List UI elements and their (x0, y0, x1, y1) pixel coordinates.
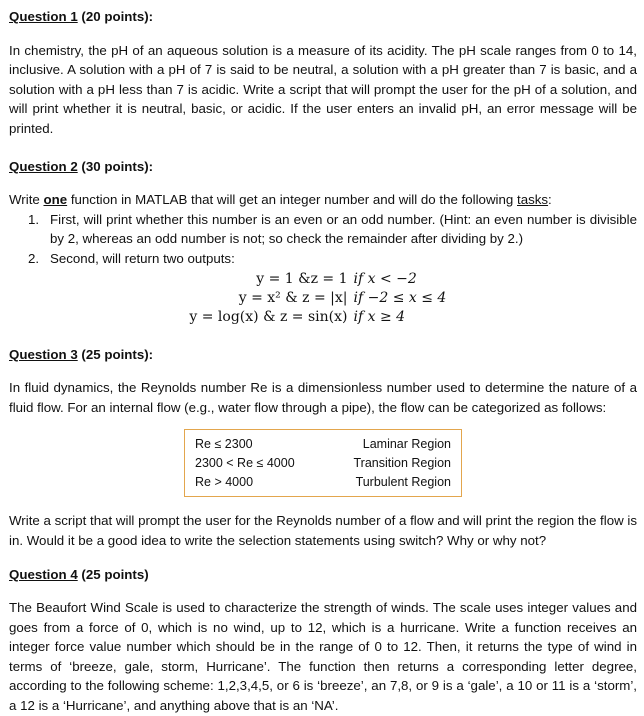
assignment-page (9, 7, 637, 716)
question-4-title: Question 4 (9, 566, 78, 582)
flow-condition: 2300 < Re ≤ 4000 (195, 456, 295, 471)
flow-condition: Re > 4000 (195, 475, 254, 490)
question-3-text-2: Write a script that will prompt the user for the Reynolds number of a flow and will print the region the flow is in. Would it be a good idea to write the selection statements using switch? Why or why not? (9, 513, 637, 548)
question-3-heading (9, 345, 637, 365)
flow-table-row (195, 435, 451, 454)
question-2-title: Question 2 (9, 158, 78, 174)
flow-region: Laminar Region (362, 437, 451, 452)
equation-row (9, 270, 637, 289)
equation-expression: y = 1 &z = 1 (256, 270, 348, 287)
equation-condition: if x < −2 (353, 270, 417, 287)
question-3-text: In fluid dynamics, the Reynolds number Re is a dimensionless number used to determine the nature of a fluid flow. For an internal flow (e.g., water flow through a pipe), the flow can be categorized as follows: (9, 380, 637, 415)
task-text: First, will print whether this number is an even or an odd number. (Hint: an even number is divisible by 2, whereas an odd number is not; so check the remainder after dividing by 2.) (50, 211, 637, 247)
question-1-title: Question 1 (9, 9, 78, 24)
question-2-points: (30 points): (77, 158, 154, 174)
question-4-heading (9, 565, 637, 585)
equation-expression: y = x² & z = |x| (238, 289, 348, 306)
flow-region: Transition Region (353, 456, 451, 471)
question-2-task-list (9, 210, 637, 269)
question-2-intro-mid: function in MATLAB that will get an integer number and will do the following (67, 192, 517, 208)
question-3-title: Question 3 (9, 346, 78, 362)
question-2-heading (9, 157, 637, 177)
question-4-text: The Beaufort Wind Scale is used to characterize the strength of winds. The scale uses integer values and goes from a force of 0, which is no wind, up to 12, which is a hurricane. Write a function receives an integer force value number which should be in the range of 0 to 12. Then, it returns the type of wind in terms of ‘breeze, gale, storm, Hurricane’. The function then returns a corresponding letter degree, according to the following scheme: 1,2,3,4,5, or 6 is ‘breeze’, an 7,8, or 9 is a ‘gale’, a 10 or 11 is a ‘storm’, a 12 is a ‘Hurricane’, and anything above that is an ‘NA’. (9, 600, 637, 714)
equation-row (9, 289, 637, 308)
question-2-intro-one: one (43, 192, 68, 208)
question-2-intro-pre: Write (9, 192, 44, 208)
equation-condition: if x ≥ 4 (353, 308, 406, 325)
task-item (9, 210, 637, 249)
task-item (9, 249, 637, 269)
question-2-intro-tasks: tasks (517, 192, 549, 208)
question-3-points: (25 points): (77, 346, 154, 362)
task-text: Second, will return two outputs: (50, 250, 235, 266)
question-4-points: (25 points) (77, 566, 149, 582)
flow-condition: Re ≤ 2300 (195, 437, 253, 452)
question-2-intro (9, 190, 637, 210)
task-number: 2. (28, 250, 40, 266)
reynolds-flow-table (184, 429, 462, 497)
equation-condition: if −2 ≤ x ≤ 4 (353, 289, 447, 306)
flow-region: Turbulent Region (355, 475, 451, 490)
question-1-text: In chemistry, the pH of an aqueous solution is a measure of its acidity. The pH scale ranges from 0 to 14, inclusive. A solution with a pH of 7 is said to be neutral, a solution with a pH greater than 7 is basic, and a solution with a pH less than 7 is acidic. Write a script that will prompt the user for the pH of a solution, and will print whether it is neutral, basic, or acidic. If the user enters an invalid pH, an error message will be printed. (9, 42, 637, 136)
question-1-points: (20 points): (77, 9, 154, 24)
piecewise-equations (9, 270, 637, 327)
task-number: 1. (28, 211, 40, 227)
question-1-heading (9, 7, 637, 27)
question-2-intro-post: : (548, 192, 552, 208)
equation-row (9, 308, 637, 327)
flow-table-row (195, 473, 451, 492)
equation-expression: y = log(x) & z = sin(x) (189, 308, 348, 325)
flow-table-row (195, 454, 451, 473)
